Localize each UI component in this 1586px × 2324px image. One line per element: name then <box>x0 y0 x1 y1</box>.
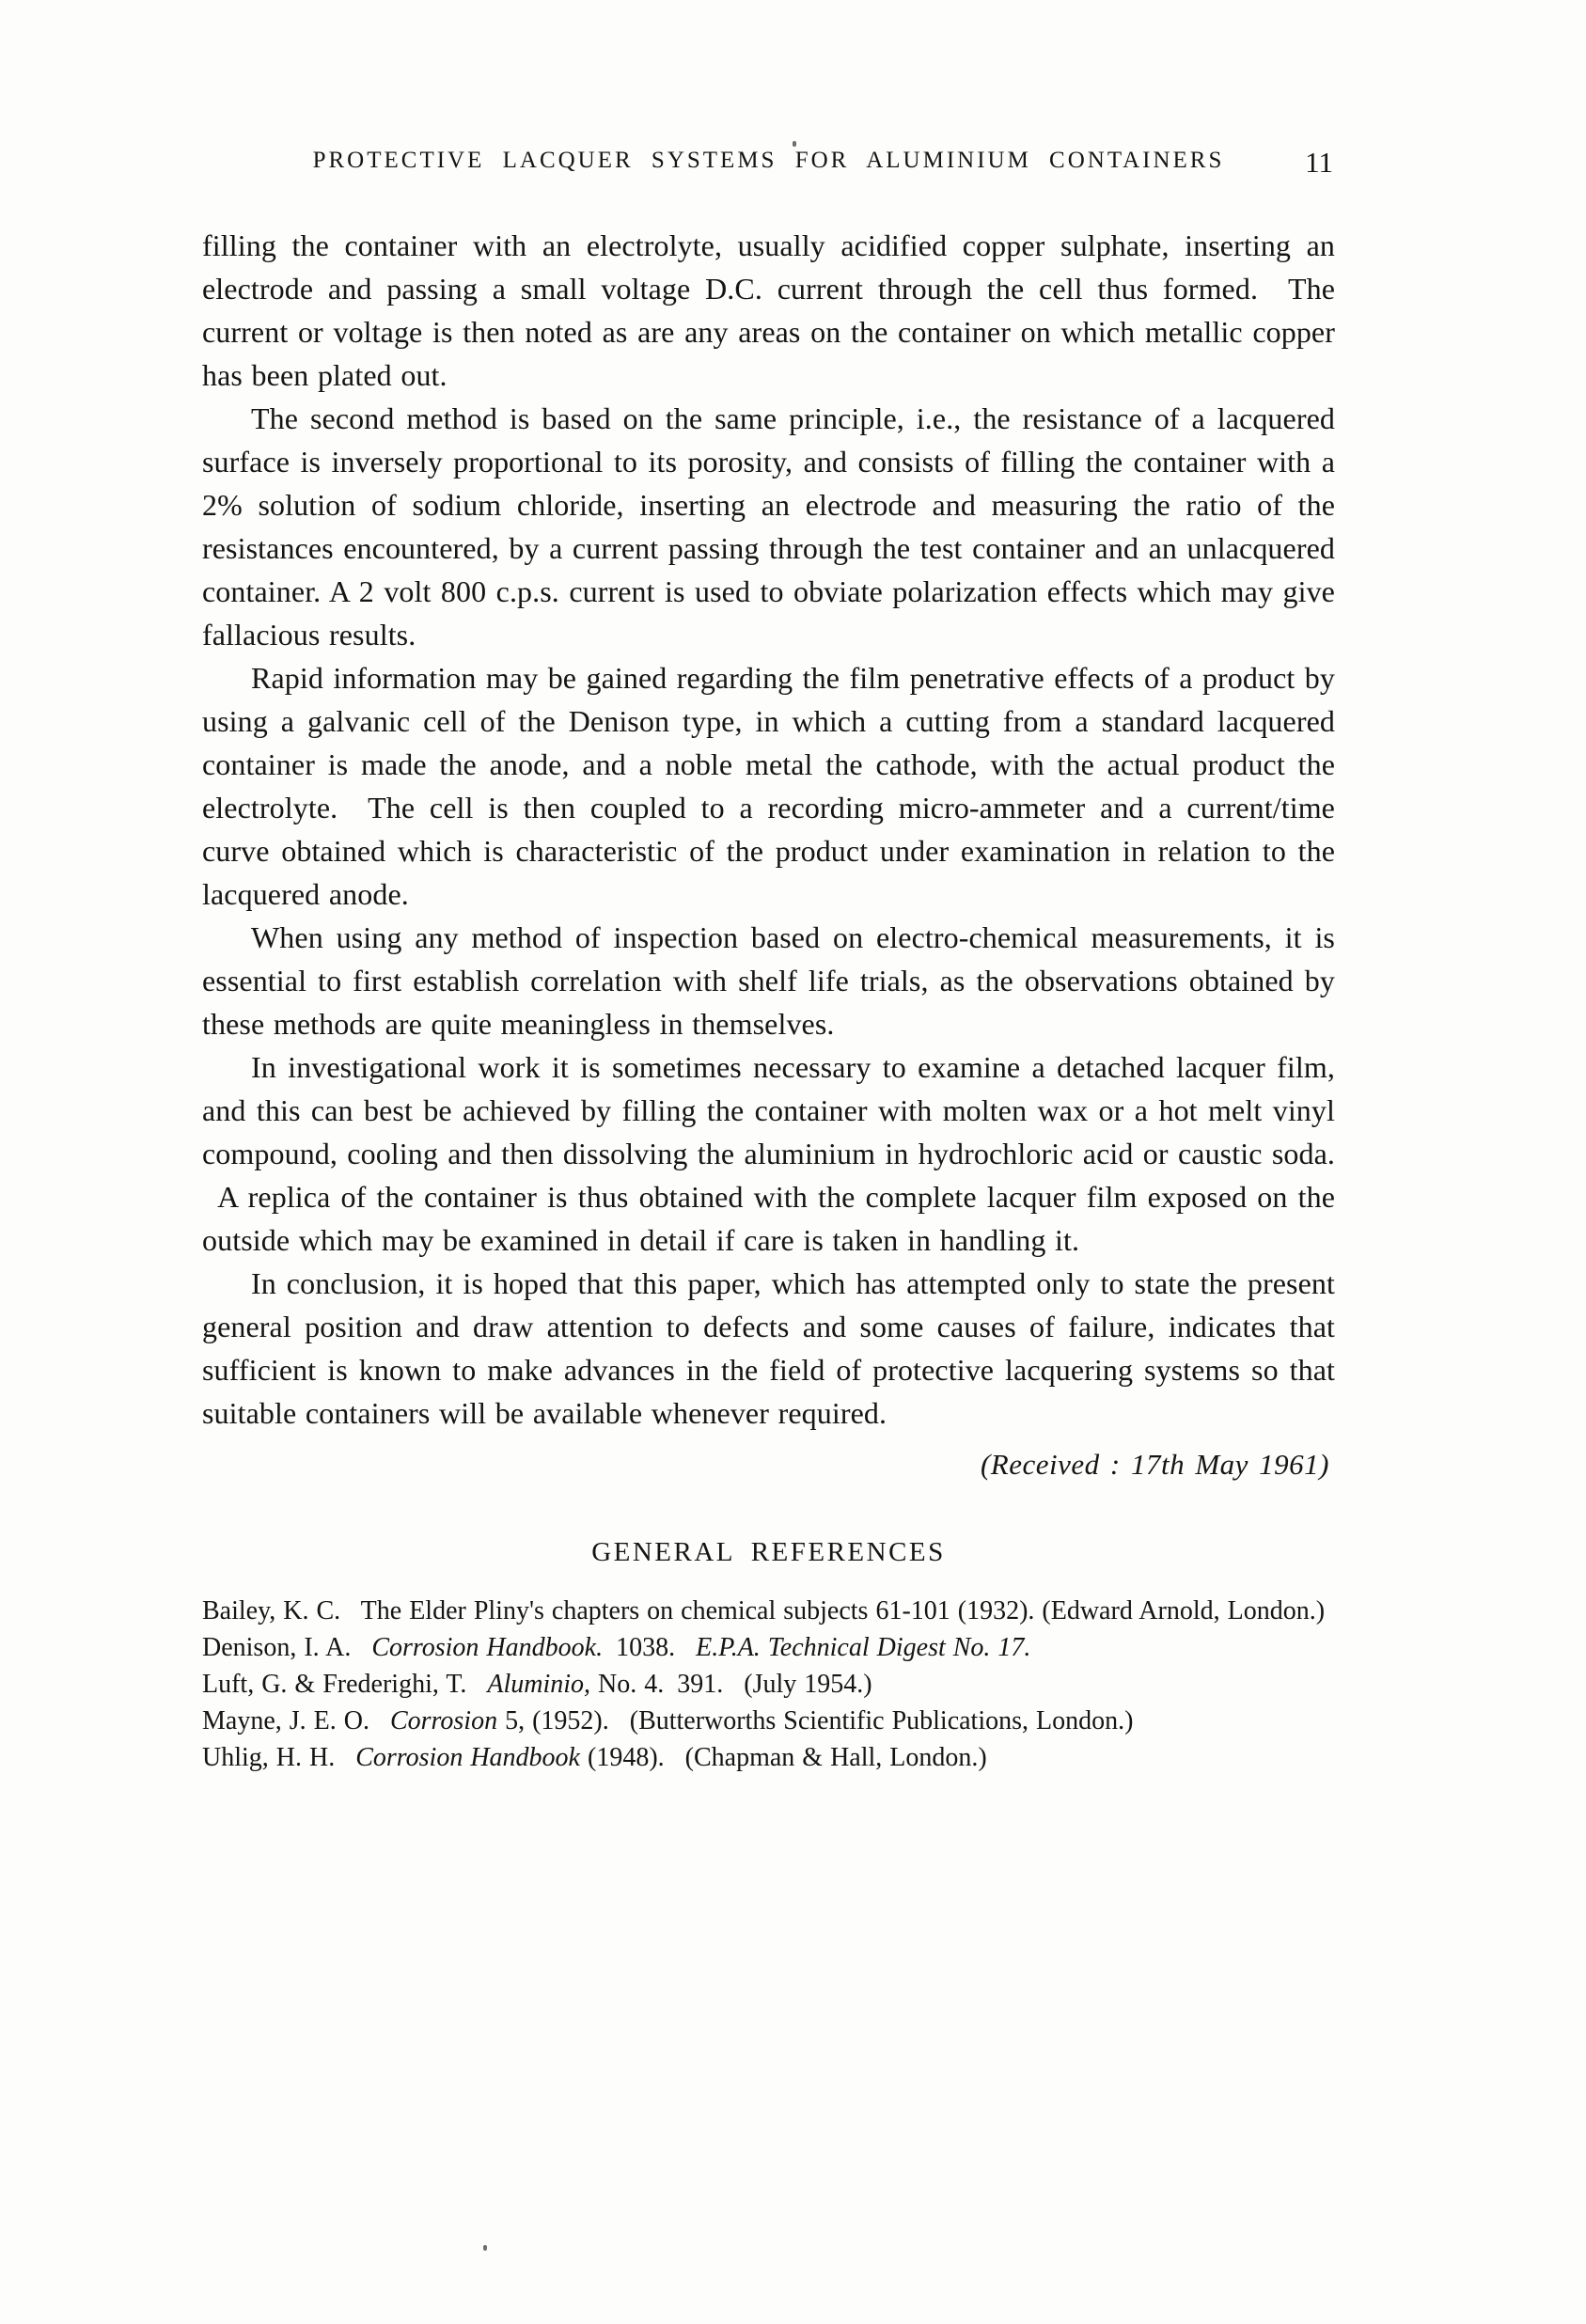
paragraph: Rapid information may be gained regarding the film penetrative effects of a product by using a galvanic cell of the Denison type, in which a cutting from a standard lacquered container is made the anode, and a noble metal the cathode, with the actual product the electrolyte. The cell is then coupled to a recording micro-ammeter and a current/time curve obtained which is characteristic of the product under examination in relation to the lacquered anode. <box>202 661 1335 911</box>
references-heading: GENERAL REFERENCES <box>591 1537 946 1567</box>
reference-title: E.P.A. Technical Digest No. 17. <box>696 1633 1031 1662</box>
scan-speck <box>793 141 796 147</box>
reference-item <box>202 1629 1335 1666</box>
reference-text: Luft, G. & Frederighi, T. <box>202 1670 488 1699</box>
reference-text: 1038. <box>603 1633 697 1662</box>
reference-item <box>202 1703 1335 1739</box>
reference-title: Corrosion Handbook. <box>371 1633 604 1662</box>
reference-item <box>202 1593 1335 1629</box>
references-list <box>202 1593 1335 1776</box>
paragraph: The second method is based on the same principle, i.e., the resistance of a lacquered surface is inversely proportional to its porosity, and consists of filling the container with a 2% solution of sodium chloride, inserting an electrode and measuring the ratio of the resistances encountered, by a current passing through the test container and an unlacquered container. A 2 volt 800 c.p.s. current is used to obviate polarization effects which may give fallacious results. <box>202 401 1335 652</box>
reference-text: No. 4. 391. (July 1954.) <box>590 1670 872 1699</box>
reference-title: Corrosion <box>389 1706 498 1735</box>
paragraph: filling the container with an electrolyte, usually acidified copper sulphate, inserting an electrode and passing a small voltage D.C. current through the cell thus formed. The current or voltage is then noted as are any areas on the container on which metallic copper has been plated out. <box>202 228 1335 392</box>
reference-title: Aluminio, <box>487 1670 591 1699</box>
reference-text: Uhlig, H. H. <box>202 1743 356 1772</box>
reference-title: Corrosion Handbook <box>355 1743 580 1772</box>
body-text <box>202 224 1335 1435</box>
reference-text: Bailey, K. C. The Elder Pliny's chapters on chemical subjects 61-101 (1932). (Edward Arnold, London.) <box>202 1596 1326 1625</box>
page-header <box>202 0 1335 179</box>
scan-speck <box>483 2245 487 2251</box>
received-line: (Received : 17th May 1961) <box>980 1448 1329 1481</box>
text-column <box>202 0 1335 1776</box>
reference-text: Mayne, J. E. O. <box>202 1706 390 1735</box>
page-number: 11 <box>1305 146 1333 179</box>
reference-text: (1948). (Chapman & Hall, London.) <box>580 1743 987 1772</box>
paragraph: In conclusion, it is hoped that this paper, which has attempted only to state the present general position and draw attention to defects and some causes of failure, indicates that sufficient is known to make advances in the field of protective lacquering systems so that suitable containers will be available whenever required. <box>202 1266 1335 1430</box>
reference-item <box>202 1739 1335 1776</box>
paragraph: In investigational work it is sometimes necessary to examine a detached lacquer film, and this can best be achieved by filling the container with molten wax or a hot melt vinyl compound, cooling and then dissolving the aluminium in hydrochloric acid or caustic soda. A replica of the container is thus obtained with the complete lacquer film exposed on the outside which may be examined in detail if care is taken in handling it. <box>202 1050 1335 1257</box>
reference-text: Denison, I. A. <box>202 1633 372 1662</box>
paragraph: When using any method of inspection based on electro-chemical measurements, it is essential to first establish correlation with shelf life trials, as the observations obtained by these methods are quite meaningless in themselves. <box>202 920 1335 1041</box>
reference-item <box>202 1666 1335 1703</box>
running-head: PROTECTIVE LACQUER SYSTEMS FOR ALUMINIUM CONTAINERS <box>312 148 1225 173</box>
reference-text: 5, (1952). (Butterworths Scientific Publications, London.) <box>497 1706 1134 1735</box>
